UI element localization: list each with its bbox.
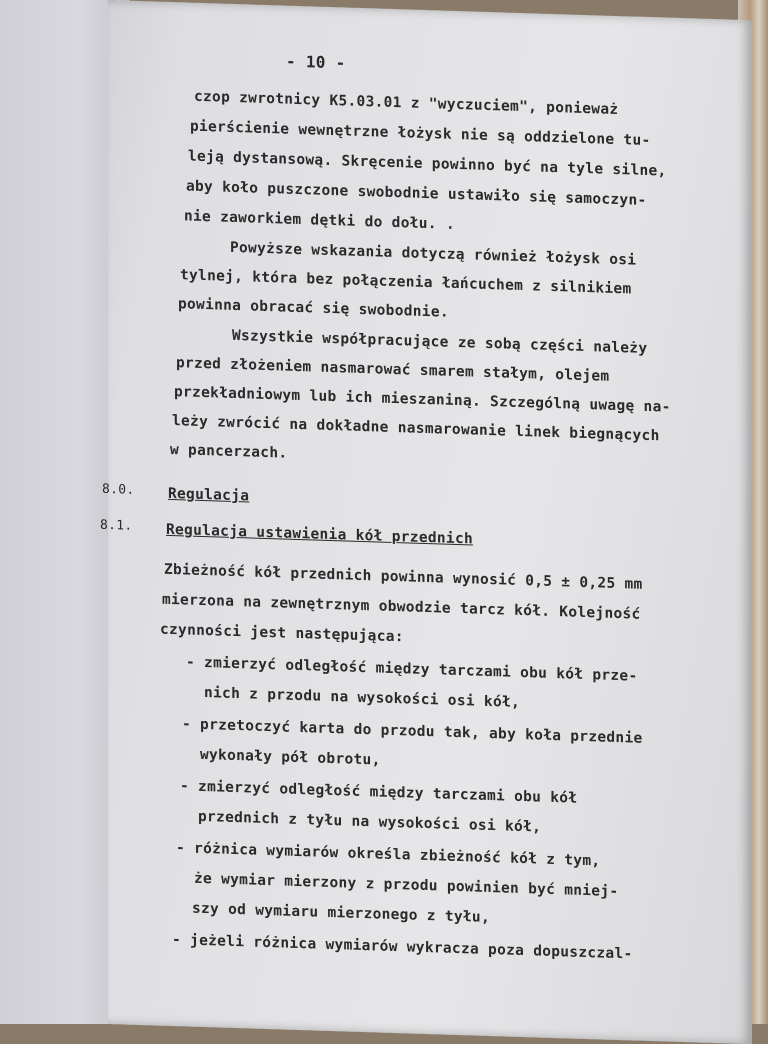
paragraph4-line: czynności jest następująca: bbox=[160, 621, 404, 646]
section-number: 8.0. bbox=[102, 481, 135, 498]
page-number: - 10 - bbox=[286, 51, 346, 73]
paragraph1-line: pierścienie wewnętrzne łożysk nie są oddzielone tu- bbox=[190, 118, 651, 150]
paragraph4-line: mierzona na zewnętrznym obwodzie tarcz kół. Kolejność bbox=[162, 591, 641, 623]
step-line: nich z przodu na wysokości osi kół, bbox=[204, 685, 521, 711]
step-line: - różnica wymiarów określa zbieżność kół z tym, bbox=[176, 840, 601, 870]
step-line: wykonały pół obrotu, bbox=[200, 746, 381, 769]
paragraph3-line: przed złożeniem nasmarować smarem stałym, olejem bbox=[176, 355, 610, 385]
paragraph3-line: Wszystkie współpracujące ze sobą części należy bbox=[232, 327, 648, 357]
step-line: - zmierzyć odległość między tarczami obu kół prze- bbox=[186, 654, 638, 685]
step-line: - zmierzyć odległość między tarczami obu kół bbox=[180, 778, 578, 807]
paragraph3-line: w pancerzach. bbox=[170, 441, 288, 462]
paragraph2-line: Powyższe wskazania dotyczą również łożysk osi bbox=[230, 239, 637, 269]
section-heading: Regulacja bbox=[168, 485, 250, 505]
step-line: - jeżeli różnica wymiarów wykracza poza dopuszczal- bbox=[172, 932, 633, 963]
section-number: 8.1. bbox=[100, 517, 133, 534]
step-line: szy od wymiaru mierzonego z tyłu, bbox=[192, 900, 490, 927]
paragraph2-line: tylnej, która bez połączenia łańcuchem z silnikiem bbox=[180, 267, 632, 298]
paragraph1-line: aby koło puszczone swobodnie ustawiło się samoczyn- bbox=[186, 178, 647, 209]
step-line: że wymiar mierzony z przodu powinien być mniej- bbox=[194, 870, 619, 901]
left-page-bleed-through bbox=[6, 0, 116, 1024]
paragraph1-line: czop zwrotnicy K5.03.01 z "wyczuciem", ponieważ bbox=[194, 88, 619, 119]
paragraph3-line: przekładniowym lub ich mieszaniną. Szczególną uwagę na- bbox=[174, 384, 671, 416]
document-page bbox=[100, 0, 752, 1044]
paragraph3-line: leży zwrócić na dokładne nasmarowanie linek biegnących bbox=[172, 413, 660, 445]
paragraph1-line: leją dystansową. Skręcenie powinno być na tyle silne, bbox=[188, 148, 667, 180]
step-line: - przetoczyć karta do przodu tak, aby koła przednie bbox=[182, 716, 643, 747]
section-heading: Regulacja ustawienia kół przednich bbox=[166, 521, 474, 548]
paragraph2-line: powinna obracać się swobodnie. bbox=[178, 296, 449, 321]
step-line: przednich z tyłu na wysokości osi kół, bbox=[198, 808, 542, 836]
paragraph4-line: Zbieżność kół przednich powinna wynosić 0,5 ± 0,25 mm bbox=[164, 561, 643, 593]
paragraph1-line: nie zaworkiem dętki do dołu. . bbox=[184, 208, 455, 233]
